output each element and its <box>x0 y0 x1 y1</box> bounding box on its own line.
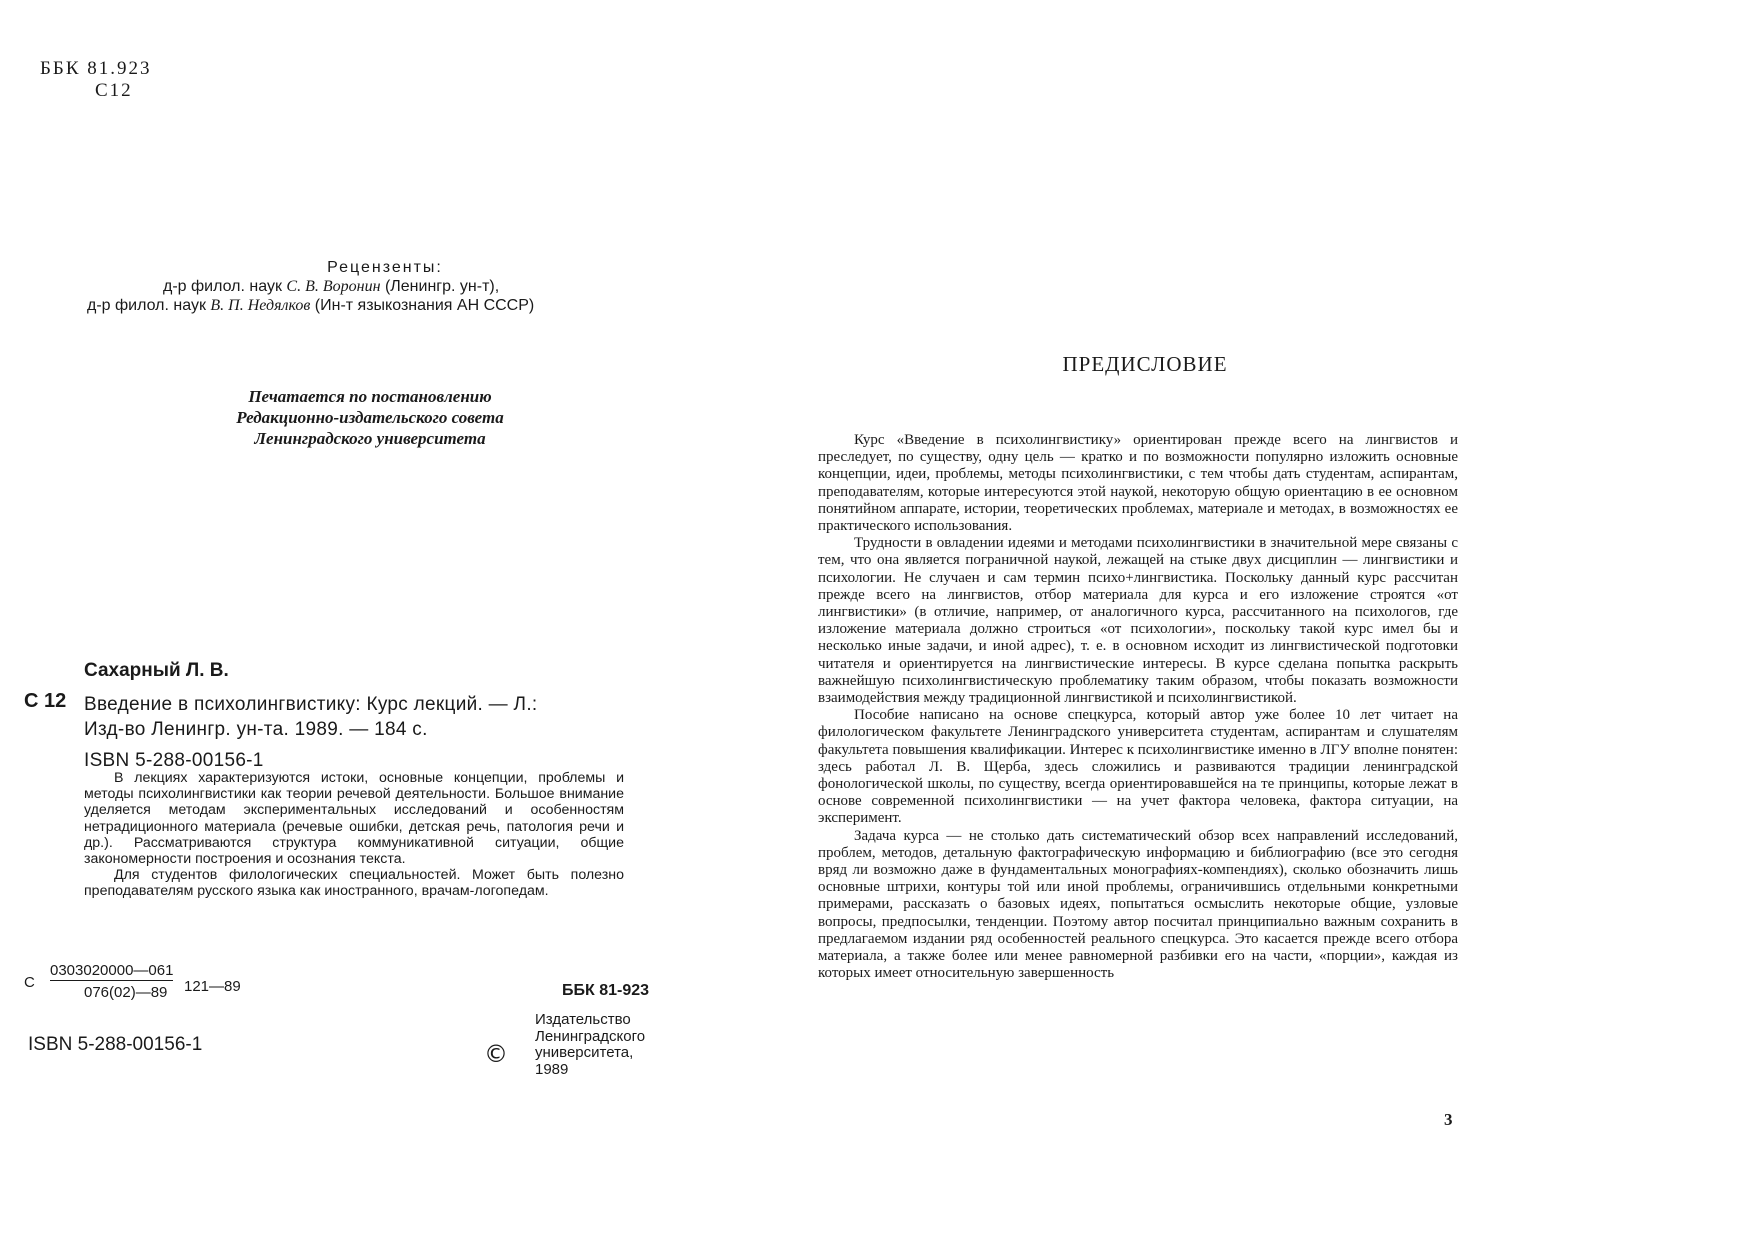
bbk-classification-bottom: ББК 81-923 <box>562 982 650 999</box>
preface-paragraph: Пособие написано на основе спецкурса, который автор уже более 10 лет читает на филологическом факультете Ленинградского университета студентам, аспирантам и слушателям факультета повышения квалификации. Интерес к психолингвистике именно в ЛГУ вполне понятен: здесь работал Л. В. Щерба, здесь сложились и развиваются традиции ленинградской фонологической школы, по существу, всегда ориентировавшейся на те принципы, которые лежат в основе современной психолингвистики — на учет фактора человека, фактора ситуации, на эксперимент. <box>818 707 1458 827</box>
isbn-bottom: ISBN 5-288-00156-1 <box>28 1034 203 1055</box>
annotation <box>84 770 624 900</box>
reviewer-1-name: С. В. Воронин <box>286 278 381 295</box>
annotation-paragraph: Для студентов филологических специальностей. Может быть полезно преподавателям русского языка как иностранного, врачам-логопедам. <box>84 867 624 900</box>
reviewer-2-name: В. П. Недялков <box>210 297 311 314</box>
publisher-block <box>535 1012 695 1078</box>
reviewer-2-degree: д-р филол. наук <box>87 297 211 314</box>
cipher-code: 121—89 <box>184 978 241 995</box>
publishing-cipher <box>24 962 244 1012</box>
preface-paragraph: Задача курса — не столько дать систематический обзор всех направлений исследований, проблем, методов, детальную фактографическую информацию и библиографию (все это сегодня вряд ли возможно даже в фундаментальных монографиях-компендиях), сколько обозначить лишь основные штрихи, контуры той или иной проблемы, ограничившись отдельными конкретными примерами, рассказать о базовых идеях, попытаться осмыслить некоторые общие, узловые вопросы, предпосылки, тенденции. Поэтому автор посчитал принципиально важным сохранить в предлагаемом издании ряд особенностей реального спецкурса. Это касается прежде всего отбора материала, а также более или менее равномерной разбивки его на части, «порции», каждая из которых имеет относительную завершенность <box>818 827 1458 982</box>
publication-line: Изд-во Ленингр. ун-та. 1989. — 184 с. <box>84 719 428 740</box>
isbn-line: ISBN 5-288-00156-1 <box>84 750 264 771</box>
reviewer-1-affiliation: (Ленингр. ун-т), <box>380 278 500 295</box>
author-name: Сахарный Л. В. <box>84 660 229 681</box>
bbk-code: ББК 81.923 <box>40 58 152 79</box>
reviewers-heading: Рецензенты: <box>327 259 443 276</box>
preface-paragraph: Трудности в овладении идеями и методами психолингвистики в значительной мере связаны с тем, что она является пограничной наукой, лежащей на стыке двух дисциплин — лингвистики и психологии. Не случаен и сам термин психо+лингвистика. Поскольку данный курс рассчитан прежде всего на лингвистов, отбор материала для курса и его изложение строятся «от лингвистики» (в отличие, например, от аналогичного курса, рассчитанного на психологов, где изложение материала должно строиться «от психологии», поскольку такой курс имел бы и несколько иные задачи, и иной адрес), т. е. в основном исходит из лингвистической подготовки читателя и ориентируется на лингвистические интересы. В курсе сделана попытка раскрыть важнейшую психолингвистическую проблематику таким образом, чтобы показать возможности взаимодействия между традиционной лингвистикой и психолингвистикой. <box>818 535 1458 707</box>
page-number: 3 <box>1444 1110 1453 1129</box>
reviewer-1 <box>85 277 645 296</box>
copyright-icon: © <box>484 1040 508 1068</box>
book-title-line: Введение в психолингвистику: Курс лекций. — Л.: <box>84 694 538 715</box>
publisher-year: 1989 <box>535 1060 569 1078</box>
cipher-numerator: 0303020000—061 <box>50 962 174 979</box>
reviewer-2-affiliation: (Ин-т языкознания АН СССР) <box>310 297 535 314</box>
author-mark: С12 <box>95 80 133 101</box>
publisher-line-1: Издательство <box>535 1011 631 1028</box>
publisher-line-2: Ленинградского <box>535 1027 646 1045</box>
annotation-paragraph: В лекциях характеризуются истоки, основные концепции, проблемы и методы психолингвистики как теории речевой деятельности. Большое внимание уделяется методам экспериментальных исследований и особенностям нетрадиционного материала (речевые ошибки, детская речь, патология речи и др.). Рассматриваются структура коммуникативной ситуации, общие закономерности построения и осознания текста. <box>84 770 624 868</box>
publisher-line-3: университета, <box>535 1044 634 1061</box>
imprint-line-3: Ленинградского университета <box>254 429 486 448</box>
imprint-line-1: Печатается по постановлению <box>248 387 492 406</box>
imprint-line-2: Редакционно-издательского совета <box>236 408 504 427</box>
imprint-approval <box>190 386 550 449</box>
catalog-cipher: С 12 <box>24 690 67 712</box>
preface-paragraph: Курс «Введение в психолингвистику» ориентирован прежде всего на лингвистов и преследует, по существу, одну цель — кратко и по возможности популярно изложить основные концепции, идеи, проблемы, методы психолингвистики, с тем чтобы дать студентам, аспирантам, преподавателям, которые интересуются этой наукой, некоторую общую ориентацию в ее основном понятийном аппарате, истории, теоретических проблемах, материале и методах, в возможностях ее практического использования. <box>818 432 1458 535</box>
cipher-letter: С <box>24 974 35 991</box>
bbk-classification-top <box>40 58 152 102</box>
reviewers-block <box>85 258 645 315</box>
reviewer-1-degree: д-р филол. наук <box>163 278 287 295</box>
preface-title: ПРЕДИСЛОВИЕ <box>1062 352 1228 376</box>
reviewer-2 <box>85 296 645 315</box>
cipher-denominator: 076(02)—89 <box>84 984 168 1001</box>
preface-body <box>818 432 1458 983</box>
bibliographic-record <box>84 692 644 773</box>
